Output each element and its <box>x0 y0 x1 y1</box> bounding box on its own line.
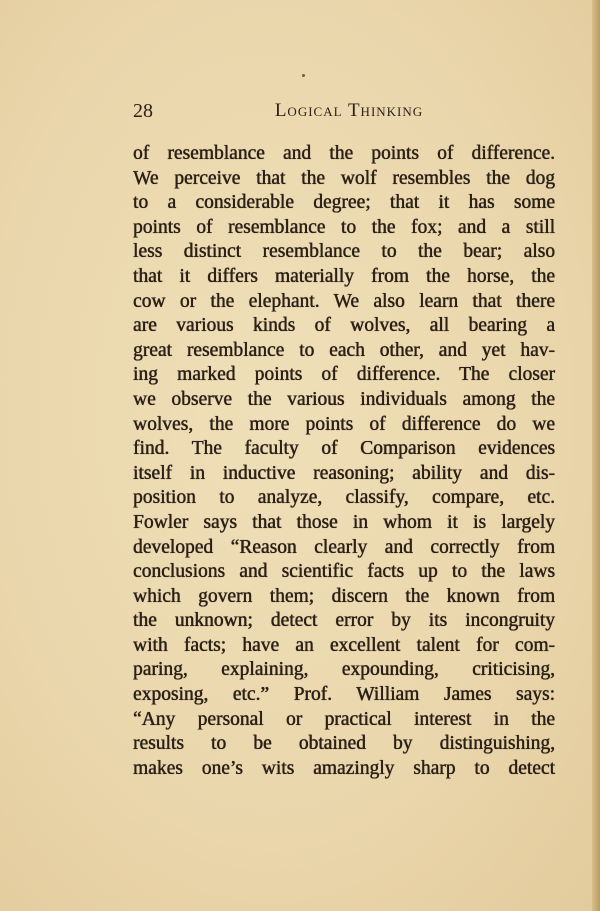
text-line: results to be obtained by distinguishing, <box>133 733 555 755</box>
text-line: Fowler says that those in whom it is largely <box>133 511 555 533</box>
text-line: points of resemblance to the fox; and a still <box>133 216 555 238</box>
text-line: position to analyze, classify, compare, etc. <box>133 487 555 509</box>
text-line: We perceive that the wolf resembles the dog <box>133 167 555 189</box>
text-line: ing marked points of difference. The closer <box>133 364 555 386</box>
speck <box>302 74 305 77</box>
page-edge <box>592 0 600 911</box>
running-title: Logical Thinking <box>274 100 424 121</box>
text-line: itself in inductive reasoning; ability and dis- <box>133 462 555 484</box>
text-line: that it differs materially from the horse, the <box>133 265 555 287</box>
text-line: of resemblance and the points of difference. <box>133 143 555 164</box>
text-line: makes one’s wits amazingly sharp to detect <box>133 757 555 779</box>
text-line: developed “Reason clearly and correctly from <box>133 536 555 558</box>
text-line: cow or the elephant. We also learn that there <box>133 290 555 312</box>
text-line: the unknown; detect error by its incongruity <box>133 610 555 632</box>
text-line: find. The faculty of Comparison evidences <box>133 438 555 460</box>
text-line: with facts; have an excellent talent for com- <box>133 634 555 656</box>
page-header <box>133 100 555 126</box>
text-line: “Any personal or practical interest in the <box>133 708 555 730</box>
body-text <box>133 142 555 781</box>
text-line: we observe the various individuals among the <box>133 388 555 410</box>
text-line: are various kinds of wolves, all bearing a <box>133 315 555 337</box>
text-line: exposing, etc.” Prof. William James says: <box>133 684 555 706</box>
text-line: wolves, the more points of difference do we <box>133 413 555 435</box>
text-line: less distinct resemblance to the bear; also <box>133 241 555 263</box>
text-line: which govern them; discern the known from <box>133 585 555 607</box>
text-line: to a considerable degree; that it has some <box>133 192 555 214</box>
text-line: conclusions and scientific facts up to the laws <box>133 561 555 583</box>
text-line: great resemblance to each other, and yet hav- <box>133 339 555 361</box>
text-line: paring, explaining, expounding, criticising, <box>133 659 555 681</box>
page-number: 28 <box>133 100 153 122</box>
